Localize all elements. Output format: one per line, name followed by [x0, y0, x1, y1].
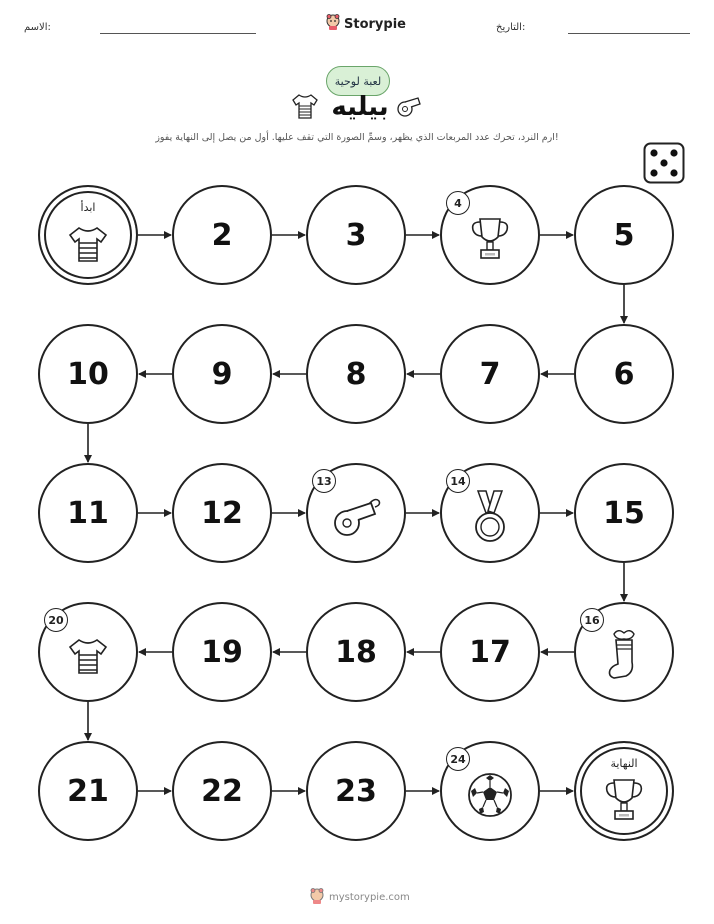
- page-title: بيليه: [331, 92, 389, 122]
- finish-label: النهاية: [610, 757, 638, 770]
- shirt-icon: [66, 224, 110, 264]
- board-cell-24: [440, 741, 540, 841]
- cell-number-badge: 24: [446, 747, 470, 771]
- cell-number: 6: [613, 356, 635, 392]
- board-cell-14: [440, 463, 540, 563]
- sock-icon: [604, 628, 644, 684]
- whistle-icon: [329, 495, 383, 539]
- cell-number-badge: 20: [44, 608, 68, 632]
- cell-number: 18: [335, 634, 377, 670]
- cell-number: 7: [479, 356, 501, 392]
- footer: [310, 888, 410, 907]
- board-cell-15: [574, 463, 674, 563]
- board-cell-16: [574, 602, 674, 702]
- board-cell-20: [38, 602, 138, 702]
- board-cell-17: [440, 602, 540, 702]
- trophy-icon: [602, 776, 646, 824]
- cell-number-badge: 16: [580, 608, 604, 632]
- board-cell-19: [172, 602, 272, 702]
- cell-number: 2: [211, 217, 233, 253]
- board-cell-8: [306, 324, 406, 424]
- board-cell-3: [306, 185, 406, 285]
- board-cell-12: [172, 463, 272, 563]
- board-cell-10: [38, 324, 138, 424]
- medal-icon: [470, 489, 510, 545]
- cell-number: 3: [345, 217, 367, 253]
- ball-icon: [466, 771, 514, 819]
- trophy-icon: [468, 215, 512, 263]
- brand-name: Storypie: [344, 16, 406, 32]
- cell-number: 10: [67, 356, 109, 392]
- board-cell-23: [306, 741, 406, 841]
- cell-number: 8: [345, 356, 367, 392]
- shirt-icon: [66, 636, 110, 676]
- footer-url[interactable]: mystorypie.com: [329, 892, 410, 903]
- cell-number: 19: [201, 634, 243, 670]
- board-cell-9: [172, 324, 272, 424]
- cell-number-badge: 4: [446, 191, 470, 215]
- date-label: التاريخ:: [496, 22, 526, 33]
- game-tag: لعبة لوحية: [326, 66, 390, 96]
- cell-number: 9: [211, 356, 233, 392]
- cell-number: 23: [335, 773, 377, 809]
- cell-number: 22: [201, 773, 243, 809]
- cell-number: 17: [469, 634, 511, 670]
- board-cell-4: [440, 185, 540, 285]
- cell-number: 21: [67, 773, 109, 809]
- instructions: ارم النرد، تحرك عدد المربعات الذي يظهر، وسمِّ الصورة التي تقف عليها. أول من يصل إلى النهاية يفوز!: [155, 132, 559, 143]
- board-cell-2: [172, 185, 272, 285]
- start-label: ابدأ: [80, 201, 96, 214]
- board-cell-5: [574, 185, 674, 285]
- finish-cell: [574, 741, 674, 841]
- cell-number: 11: [67, 495, 109, 531]
- cell-number-badge: 14: [446, 469, 470, 493]
- board-cell-11: [38, 463, 138, 563]
- board-cell-18: [306, 602, 406, 702]
- cell-number: 15: [603, 495, 645, 531]
- cell-number-badge: 13: [312, 469, 336, 493]
- board-cell-6: [574, 324, 674, 424]
- board-cell-22: [172, 741, 272, 841]
- cell-number: 12: [201, 495, 243, 531]
- board-cell-7: [440, 324, 540, 424]
- storypie-mascot-icon: [310, 888, 324, 907]
- cell-number: 5: [613, 217, 635, 253]
- name-label: الاسم:: [24, 22, 51, 33]
- board-cell-13: [306, 463, 406, 563]
- start-cell: [38, 185, 138, 285]
- board-cell-21: [38, 741, 138, 841]
